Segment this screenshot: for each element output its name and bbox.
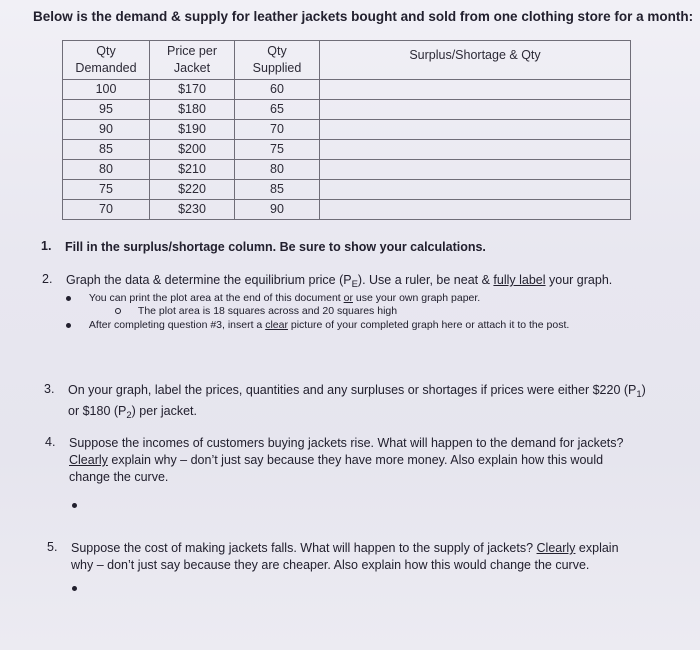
- cell-qty-demanded: 70: [63, 200, 150, 220]
- cell-qty-supplied: 70: [235, 120, 320, 140]
- cell-qty-supplied: 80: [235, 160, 320, 180]
- cell-qty-supplied: 75: [235, 140, 320, 160]
- q4-answer-bullet-icon: [72, 503, 77, 508]
- cell-qty-demanded: 95: [63, 100, 150, 120]
- cell-price: $170: [150, 80, 235, 100]
- cell-price: $210: [150, 160, 235, 180]
- cell-qty-demanded: 85: [63, 140, 150, 160]
- header-qty-supplied: Qty Supplied: [235, 41, 320, 80]
- header-qty-demanded: Qty Demanded: [63, 41, 150, 80]
- cell-price: $230: [150, 200, 235, 220]
- cell-price: $200: [150, 140, 235, 160]
- hollow-bullet-icon: [115, 308, 121, 314]
- cell-surplus-shortage[interactable]: [320, 180, 631, 200]
- table-row: [63, 100, 631, 120]
- cell-surplus-shortage[interactable]: [320, 140, 631, 160]
- intro-text: Below is the demand & supply for leather jackets bought and sold from one clothing store for a month:: [33, 9, 694, 24]
- cell-qty-demanded: 90: [63, 120, 150, 140]
- cell-surplus-shortage[interactable]: [320, 120, 631, 140]
- cell-qty-supplied: 85: [235, 180, 320, 200]
- table-row: [63, 80, 631, 100]
- table-row: [63, 140, 631, 160]
- cell-qty-supplied: 90: [235, 200, 320, 220]
- q2-bullet-2: After completing question #3, insert a clear picture of your completed graph here or attach it to the post.: [66, 319, 569, 331]
- cell-price: $220: [150, 180, 235, 200]
- cell-qty-supplied: 65: [235, 100, 320, 120]
- cell-qty-supplied: 60: [235, 80, 320, 100]
- cell-price: $180: [150, 100, 235, 120]
- cell-surplus-shortage[interactable]: [320, 200, 631, 220]
- q5-answer-bullet-icon: [72, 586, 77, 591]
- header-price-per-jacket: Price per Jacket: [150, 41, 235, 80]
- cell-surplus-shortage[interactable]: [320, 160, 631, 180]
- cell-qty-demanded: 75: [63, 180, 150, 200]
- table-header-row: [63, 41, 631, 80]
- q2-subbullet: The plot area is 18 squares across and 20 squares high: [115, 305, 397, 317]
- cell-surplus-shortage[interactable]: [320, 100, 631, 120]
- bullet-dot-icon: [66, 296, 71, 301]
- document-page: Below is the demand & supply for leather jackets bought and sold from one clothing store for a month: Qty Demanded Price per Jacket Qty Supplied Surplus/Shortage & Qty 100 $170 60 95 $180 65 90 $190 70 85 $200 75 80 $210 80 75 $220 85 70 $230 90 1. Fill in the surplus/shortage column. Be sure to show your calculations. 2. Graph the data & determine the equilibrium price $(P_E)$. Use a ruler, be neat & fully label your graph. You can print the plot area at the end of this document or use your own graph paper. The plot area is 18 squares across and 20 squares high After completing question #3, insert a clear picture of your completed graph here or attach it to the post. 3. On your graph, label the prices, quantities and any surpluses or shortages if prices were either $220 $(P_1)$ or $180 $(P_2)$ per jacket. 4. Suppose the incomes of customers buying jackets rise. What will happen to the demand for jackets? Clearly explain why – don’t just say because they have more money. Also explain how this would change the curve. 5. Suppose the cost of making jackets falls. What will happen to the supply of jackets? Clearly explain why – don’t just say because they are cheaper. Also explain how this would change the curve.: [0, 0, 700, 650]
- bullet-dot-icon: [66, 323, 71, 328]
- cell-qty-demanded: 100: [63, 80, 150, 100]
- table-row: [63, 200, 631, 220]
- table-row: [63, 120, 631, 140]
- header-surplus-shortage: Surplus/Shortage & Qty: [320, 41, 631, 80]
- demand-supply-table: [62, 40, 631, 220]
- cell-surplus-shortage[interactable]: [320, 80, 631, 100]
- cell-qty-demanded: 80: [63, 160, 150, 180]
- q2-bullet-1: You can print the plot area at the end of this document or use your own graph paper.: [66, 292, 480, 304]
- table-row: [63, 160, 631, 180]
- table-row: [63, 180, 631, 200]
- cell-price: $190: [150, 120, 235, 140]
